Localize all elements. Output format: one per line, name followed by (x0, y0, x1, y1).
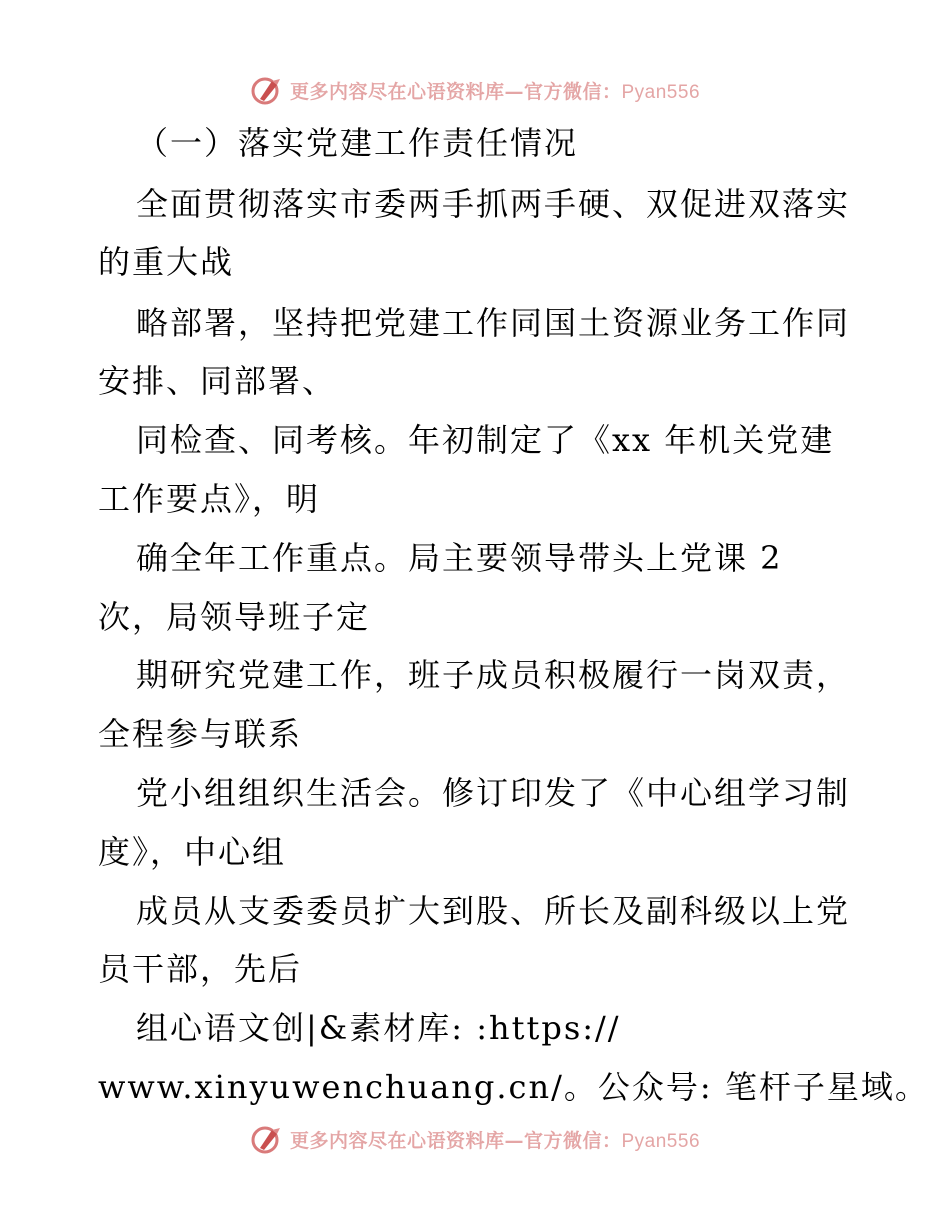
paragraph-line: 工作要点》，明 (98, 480, 321, 518)
paragraph-line: 员干部，先后 (98, 950, 303, 988)
paragraph-line: 确全年工作重点。局主要领导带头上党课 2 (136, 539, 783, 577)
paragraph-line: 的重大战 (98, 243, 235, 281)
paragraph-line: 同检查、同考核。年初制定了《xx 年机关党建 (136, 421, 835, 459)
footer-watermark (0, 1119, 950, 1159)
paragraph-line: 安排、同部署、 (98, 362, 337, 400)
paragraph-line: 期研究党建工作，班子成员积极履行一岗双责， (136, 656, 851, 694)
paragraph-line: www.xinyuwenchuang.cn/。公众号: 笔杆子星域。 (98, 1068, 929, 1106)
pen-nib-circle-icon (250, 1122, 284, 1156)
watermark-text: 更多内容尽在心语资料库—官方微信：Pyan556 (289, 1129, 701, 1152)
section-heading: （一）落实党建工作责任情况 (136, 124, 579, 162)
watermark-text: 更多内容尽在心语资料库—官方微信：Pyan556 (289, 80, 701, 103)
paragraph-line: 全程参与联系 (98, 715, 303, 753)
paragraph-line: 党小组组织生活会。修订印发了《中心组学习制 (136, 774, 851, 812)
paragraph-line: 略部署，坚持把党建工作同国土资源业务工作同 (136, 304, 851, 342)
paragraph-line: 全面贯彻落实市委两手抓两手硬、双促进双落实 (136, 185, 851, 223)
paragraph-line: 成员从支委委员扩大到股、所长及副科级以上党 (136, 892, 851, 930)
paragraph-line: 组心语文创|&素材库: :https:// (136, 1009, 621, 1047)
paragraph-line: 次，局领导班子定 (98, 598, 371, 636)
paragraph-line: 度》，中心组 (98, 833, 287, 871)
